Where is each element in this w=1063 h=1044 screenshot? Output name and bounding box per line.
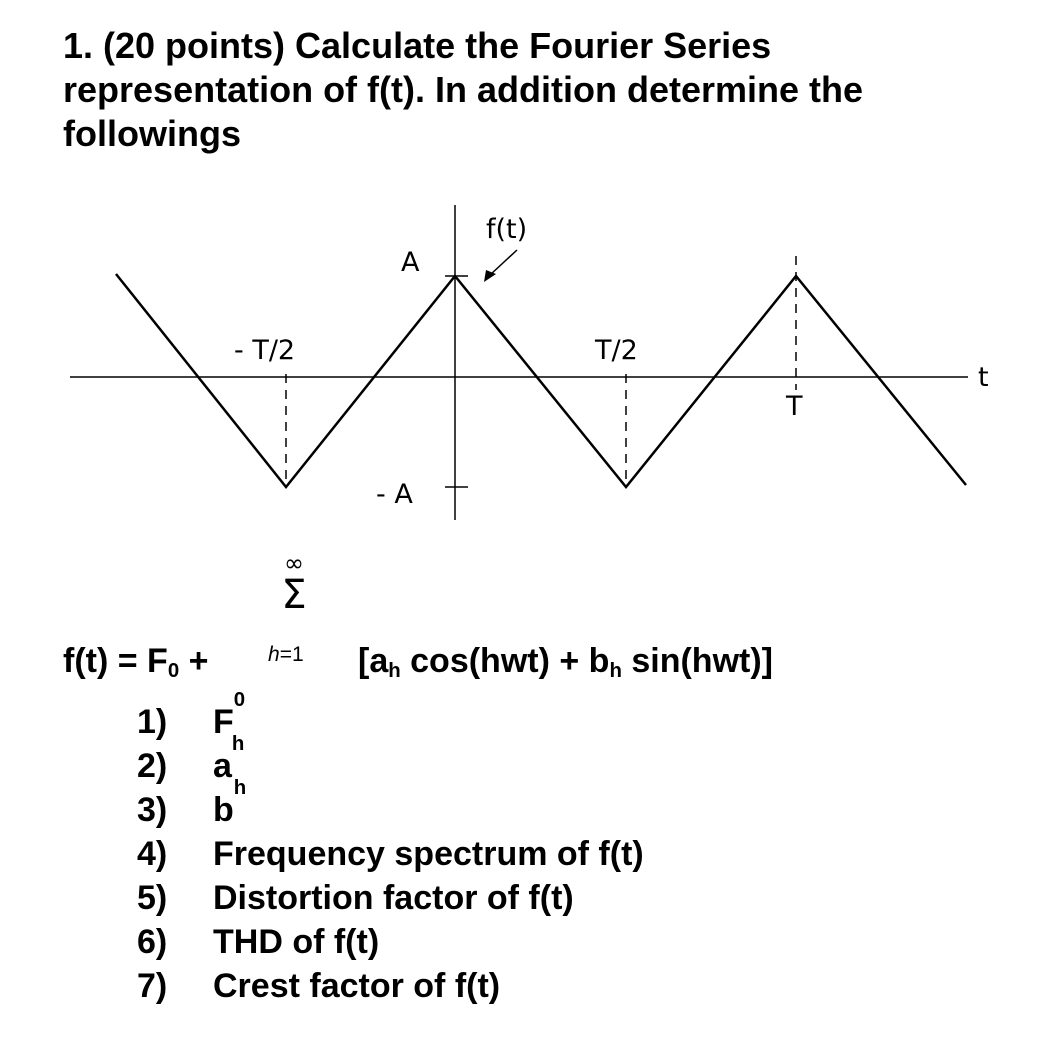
list-item: [137, 777, 644, 832]
formula-term: [358, 642, 773, 681]
term-close: sin(hwt)]: [621, 642, 773, 680]
sum-index: h: [268, 643, 280, 666]
item-label: Distortion factor of f(t): [213, 879, 574, 917]
formula-plus: +: [179, 642, 209, 680]
summation-symbol: [264, 549, 324, 618]
sigma-icon: Σ: [281, 572, 307, 618]
list-item: [137, 689, 644, 744]
list-item: [137, 920, 644, 964]
neg-half-period-label: - T/2: [234, 335, 296, 366]
item-sub: 0: [233, 689, 246, 711]
amplitude-bottom-label: - A: [376, 479, 413, 510]
item-label: b: [213, 791, 234, 829]
sum-lower-limit: [268, 643, 304, 667]
fourier-formula: [63, 642, 773, 683]
triangle-wave: [116, 274, 966, 487]
list-item: [137, 964, 644, 1008]
period-label: T: [786, 391, 803, 422]
b-sub: h: [609, 660, 622, 683]
sum-start: =1: [279, 643, 304, 666]
list-item: [137, 832, 644, 876]
pointer-arrow-line: [490, 250, 517, 275]
item-sub: h: [233, 777, 247, 799]
function-label: f(t): [486, 214, 528, 245]
item-number: 6): [137, 923, 168, 961]
term-open: [a: [358, 642, 389, 680]
item-number: 4): [137, 835, 168, 873]
formula-lhs-sub: 0: [167, 660, 180, 683]
list-item: [137, 733, 644, 788]
formula-lhs: f(t) = F: [63, 642, 168, 680]
item-label: THD of f(t): [213, 923, 380, 961]
pos-half-period-label: T/2: [595, 335, 638, 366]
item-label: Frequency spectrum of f(t): [213, 835, 644, 873]
list-item: [137, 876, 644, 920]
sum-upper-limit: ∞: [284, 549, 304, 577]
item-label: F: [213, 703, 234, 741]
item-sub: h: [231, 733, 245, 755]
item-number: 1): [137, 703, 168, 741]
item-number: 3): [137, 791, 168, 829]
time-axis-label: t: [978, 362, 989, 393]
question-text: 1. (20 points) Calculate the Fourier Series representation of f(t). In addition determine the followings: [63, 25, 864, 154]
amplitude-top-label: A: [401, 247, 420, 278]
item-label: Crest factor of f(t): [213, 967, 501, 1005]
item-number: 2): [137, 747, 168, 785]
a-sub: h: [388, 660, 401, 683]
item-number: 5): [137, 879, 168, 917]
item-label: a: [213, 747, 232, 785]
task-list: [137, 689, 644, 1008]
item-number: 7): [137, 967, 168, 1005]
term-mid: cos(hwt) + b: [400, 642, 610, 680]
